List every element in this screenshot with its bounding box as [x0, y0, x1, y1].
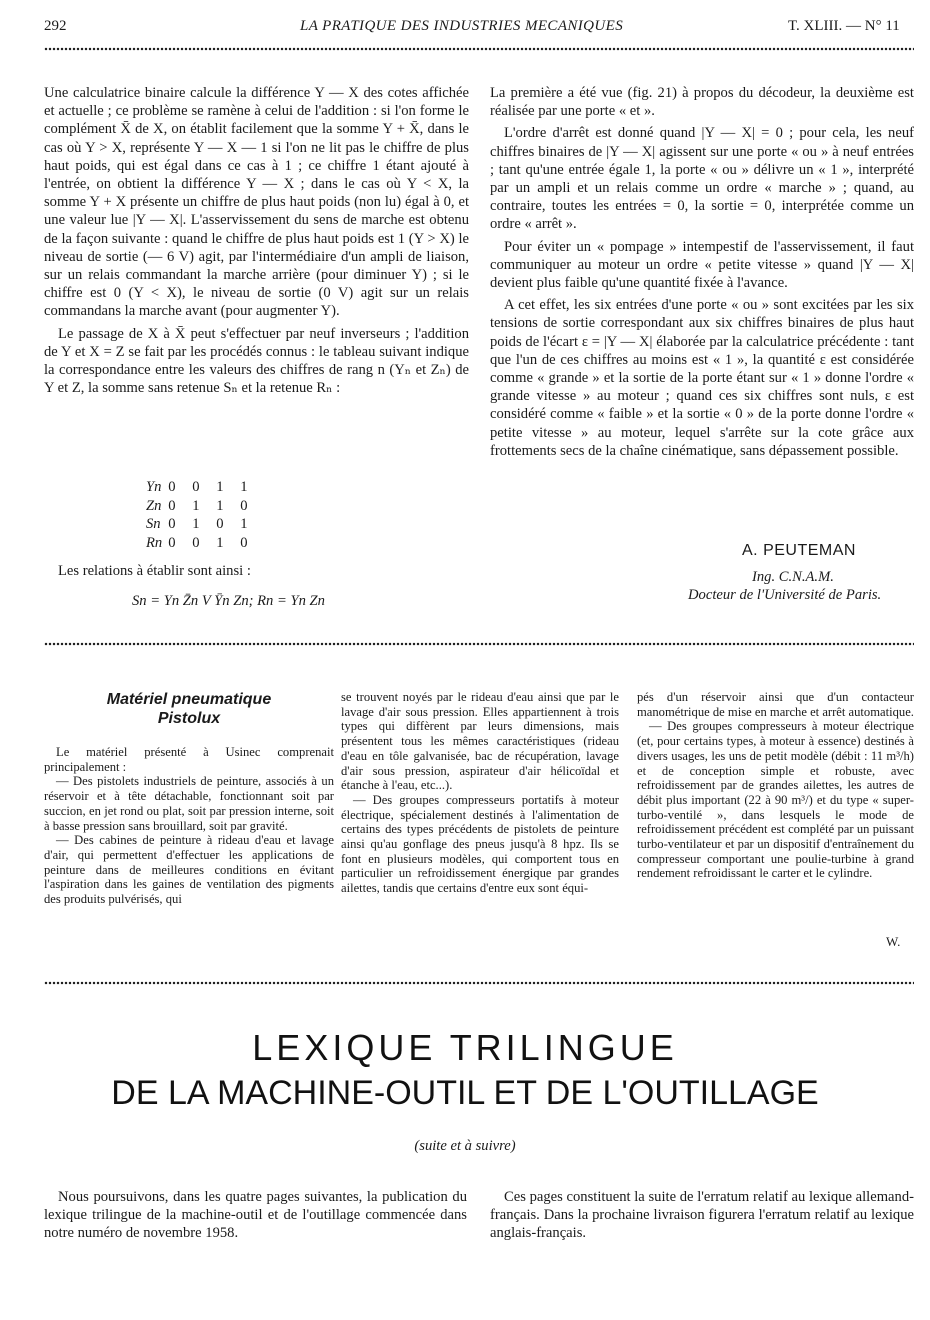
- truth-cell: 0: [168, 516, 176, 532]
- truth-cell: 1: [216, 497, 224, 514]
- truth-cell: 0: [168, 479, 176, 495]
- formula: Sn = Yn Z̄n V Ȳn Zn; Rn = Yn Zn: [132, 593, 325, 609]
- truth-cell: 0: [216, 516, 224, 532]
- article2-title-line: Pistolux: [157, 710, 221, 727]
- truth-cell: 1: [192, 497, 200, 514]
- lexique-left-text: [44, 1188, 467, 1247]
- author-name: A. PEUTEMAN: [742, 542, 856, 559]
- section-divider: [44, 642, 914, 646]
- relations-intro: Les relations à établir sont ainsi :: [58, 563, 251, 579]
- truth-cell: 0: [240, 497, 248, 514]
- truth-cell: 0: [192, 534, 200, 551]
- article2-signature: W.: [886, 934, 901, 949]
- article2-column-1: [44, 745, 334, 907]
- truth-cell: 0: [240, 534, 248, 551]
- author-title: Ing. C.N.A.M.: [752, 569, 834, 585]
- article2-paragraph: — Des groupes compresseurs portatifs à moteur électrique, spécialement destinés à l'alimentation de certains des types précédents de pistolets de peinture ainsi qu'au gonflage des pneus jusqu'à 8 hpz. Ils se font en plusieurs modèles, qui comportent tous en particulier un refroidissement énergique par grandes ailettes, tandis que certains d'entre eux sont équi-: [341, 792, 619, 896]
- article1-paragraph: L'ordre d'arrêt est donné quand |Y — X| = 0 ; pour cela, les neuf chiffres binaires de |Y — X| agissent sur une porte « ou » à neuf entrées ; tant qu'une entrée égale 1, la porte « ou » délivre un « 1 », interprété par un ampli et un relais comme un ordre « marche » ; quand, au contraire, toutes les entrées = 0, la sortie = 0, interprétée comme un ordre « arrêt ».: [490, 125, 914, 233]
- truth-row: [146, 497, 264, 516]
- article2-paragraph: Le matériel présenté à Usinec comprenait principalement :: [44, 745, 334, 774]
- page-number: 292: [44, 18, 67, 34]
- truth-label: Rn: [146, 534, 163, 551]
- truth-row: [146, 478, 264, 497]
- article1-paragraph: Pour éviter un « pompage » intempestif de l'asservissement, il faut communiquer au moteur un ordre « petite vitesse » quand |Y — X| devient plus faible qu'une quantité fixée à l'avance.: [490, 238, 914, 292]
- truth-cell: 0: [192, 479, 200, 495]
- article1-right-column: [490, 84, 914, 464]
- truth-row: [146, 534, 264, 553]
- header-divider: [44, 47, 914, 51]
- article2-paragraph: se trouvent noyés par le rideau d'eau ainsi que par le lavage d'air sous pression. Elles appartiennent à trois types qui diffèrent par leurs dimensions, mais présentent tous les mêmes caractéristiques (rideau d'eau en tôle galvanisée, bac de récupération, lavage d'air sous pression, aspirateur d'air hélicoïdal et étanche à l'eau, etc...).: [341, 690, 619, 793]
- truth-row: [146, 515, 264, 534]
- truth-cell: 1: [192, 516, 200, 532]
- issue-number: T. XLIII. — N° 11: [788, 18, 900, 34]
- journal-title: LA PRATIQUE DES INDUSTRIES MECANIQUES: [300, 18, 624, 34]
- lexique-paragraph: Ces pages constituent la suite de l'erratum relatif au lexique allemand-français. Dans la prochaine livraison figurera l'erratum relatif au lexique anglais-français.: [490, 1189, 914, 1242]
- truth-cell: 1: [240, 516, 248, 532]
- truth-cell: 1: [216, 479, 224, 495]
- lexique-paragraph: Nous poursuivons, dans les quatre pages suivantes, la publication du lexique trilingue de la machine-outil et de l'outillage commencée dans notre numéro de novembre 1958.: [44, 1189, 467, 1242]
- truth-label: Sn: [146, 516, 161, 532]
- article2-paragraph: — Des cabines de peinture à rideau d'eau et lavage d'air, qui permettent d'effectuer les applications de peinture dans de meilleures conditions en évitant l'aspiration dans les gaines de ventilation des pigments des produits pulvérisés, qui: [44, 833, 334, 907]
- article1-left-column: [44, 84, 469, 401]
- truth-cell: 0: [168, 534, 176, 551]
- truth-cell: 1: [240, 479, 248, 495]
- article2-title: [44, 690, 334, 728]
- article2-title-line: Matériel pneumatique: [106, 691, 272, 708]
- article1-paragraph: A cet effet, les six entrées d'une porte « ou » sont excitées par les six tensions de sortie correspondant aux six chiffres binaires de plus haut poids de l'écart ε = |Y — X| élaborée par la calculatrice précédente : tant que l'un de ces chiffres au moins est « 1 », la quantité ε est considérée comme « grande » et la sortie de la porte étant sur « 1 » donne l'ordre « grande vitesse » au moteur ; quand ces six chiffres sont nuls, ε est considéré comme « faible » et la sortie « 0 » de la porte donne l'ordre « petite vitesse » au moteur, lequel s'arrête sur la cote grâce aux frottements secs de la chaîne cinématique, sans dépassement possible.: [490, 297, 914, 459]
- section-divider: [44, 981, 914, 985]
- lexique-title-line2: DE LA MACHINE-OUTIL ET DE L'OUTILLAGE: [111, 1074, 819, 1112]
- article2-column-3: [637, 690, 914, 881]
- article2-paragraph: — Des groupes compresseurs à moteur électrique (et, pour certains types, à moteur à essence) destinés à divers usages, les uns de petit modèle (débit : 11 m³/h) et de conception simple et robuste, avec refroidissement par de grandes ailettes, les autres de débit plus important (22 à 90 m³/) et du type « super-turbo-ventilé », dans lesquels le mode de refroidissement précédent est complété par un puissant turbo-ventilateur et par un dispositif d'entraînement du compresseur comportant une poulie-turbine à grand rendement refroidissant le carter et le cylindre.: [637, 719, 914, 881]
- article2-paragraph: — Des pistolets industriels de peinture, associés à un réservoir et à tête détachable, fonctionnant soit par succion, en jet rond ou plat, soit par pression interne, soit à basse pression sans brouillard, soit par gravité.: [44, 774, 334, 833]
- truth-table: [146, 478, 264, 552]
- lexique-subtitle: (suite et à suivre): [414, 1138, 516, 1154]
- article1-paragraph: La première a été vue (fig. 21) à propos du décodeur, la deuxième est réalisée par une porte « et ».: [490, 85, 914, 120]
- lexique-title-line1: LEXIQUE TRILINGUE: [252, 1027, 678, 1068]
- truth-cell: 0: [168, 497, 176, 514]
- truth-cell: 1: [216, 534, 224, 551]
- article1-paragraph: Une calculatrice binaire calcule la différence Y — X des cotes affichée et actuelle ; ce problème se ramène à celui de l'addition : si l'on forme le complément X̄ de X, on établit facilement que la somme Y + X̄, dans le cas où Y > X, représente Y — X — 1 si l'on ne lit pas le chiffre de plus haut poids, qui est égal dans ce cas à 1 ; ce chiffre 1 étant ajouté à l'entrée, on obtient la différence Y — X ; dans le cas où Y < X, la somme Y + X présente un chiffre de plus haut poids (non lu) égal à 0, et une valeur lue |Y — X|. L'asservissement du sens de marche est obtenu de la façon suivante : quand le chiffre de plus haut poids est 1 (Y > X) le niveau de sortie (— 6 V) agit, par l'intermédiaire d'un ampli de liaison, sur un relais commandant la marche arrière (pour diminuer Y) ; si le chiffre est 0 (Y < X), le niveau de sortie (0 V) agit sur un relais commandans la marche avant (pour augmenter Y).: [44, 85, 469, 320]
- lexique-right-text: [490, 1188, 914, 1247]
- author-affiliation: Docteur de l'Université de Paris.: [688, 587, 882, 603]
- article1-paragraph: Le passage de X à X̄ peut s'effectuer par neuf inverseurs ; l'addition de Y et X = Z se fait par les procédés connus : le tableau suivant indique la correspondance entre les valeurs des chiffres de rang n (Yₙ et Zₙ) de Y et Z, la somme sans retenue Sₙ et la retenue Rₙ :: [44, 325, 469, 397]
- truth-label: Zn: [146, 497, 162, 514]
- truth-label: Yn: [146, 479, 162, 495]
- article2-paragraph: pés d'un réservoir ainsi que d'un contacteur manométrique de mise en marche et arrêt automatique.: [637, 690, 914, 719]
- article2-column-2: [341, 690, 619, 896]
